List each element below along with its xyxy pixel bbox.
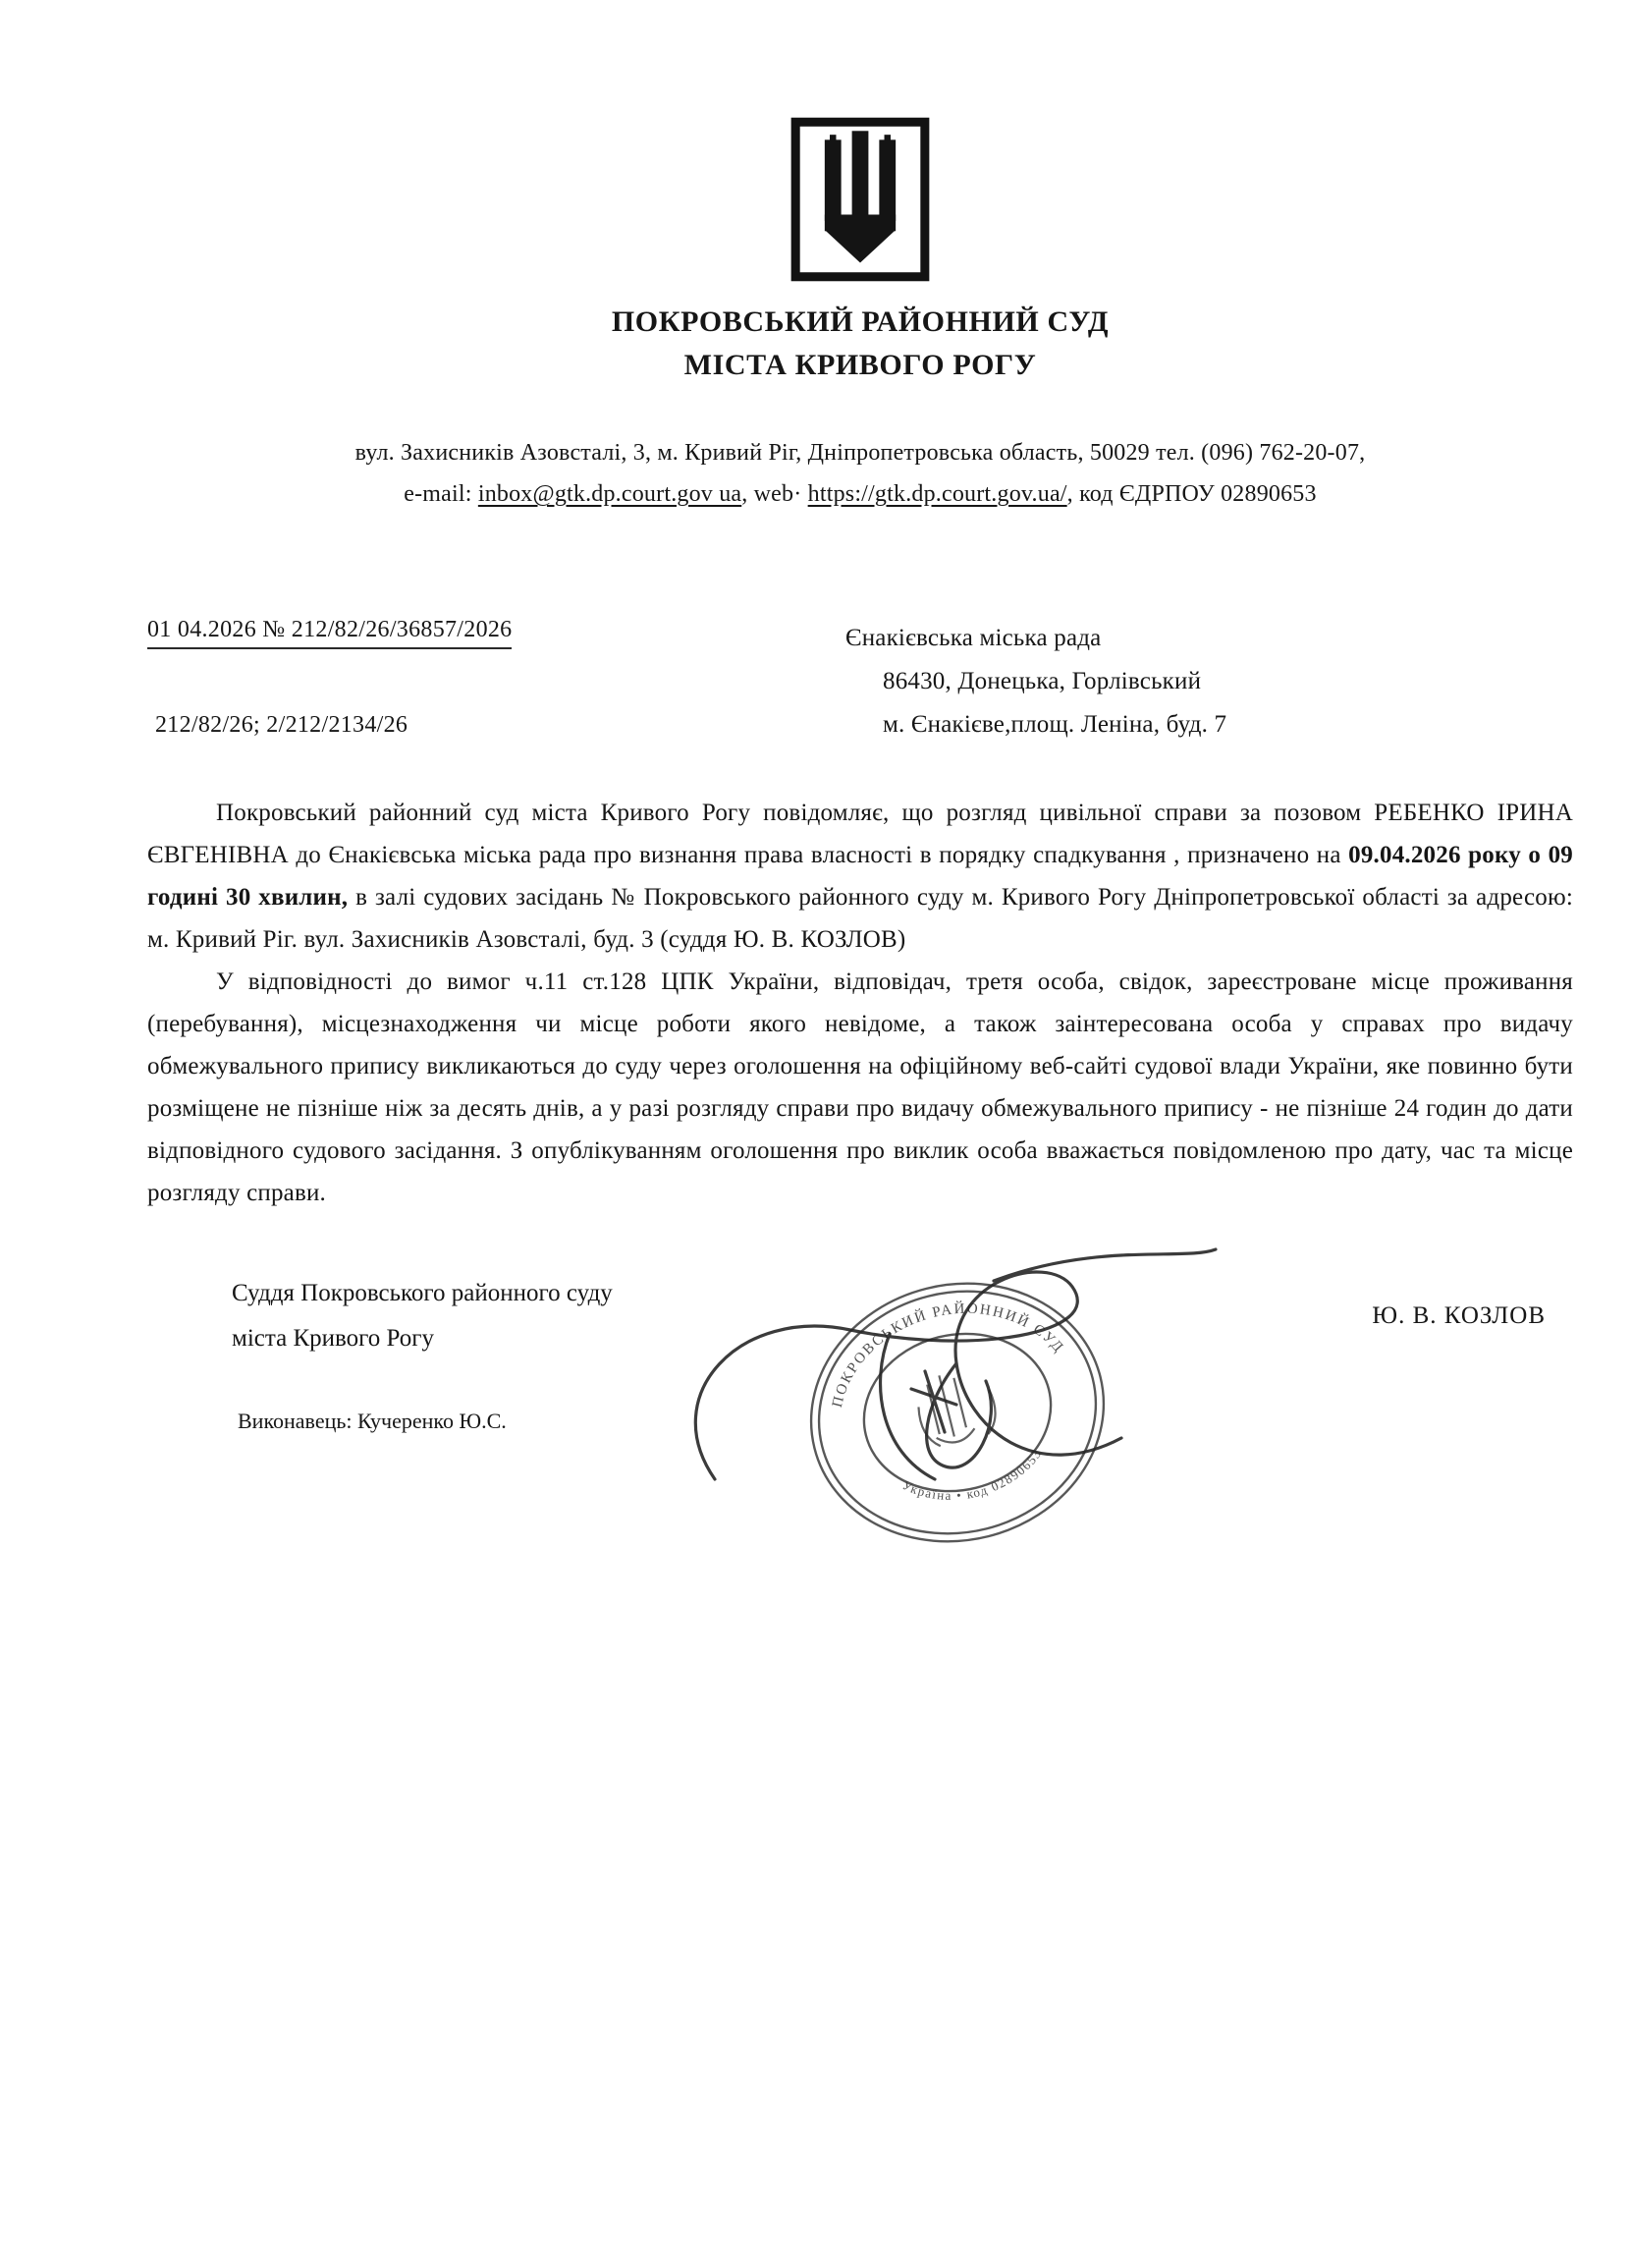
web-label: , web· — [741, 481, 808, 507]
email-label: e-mail: — [404, 481, 478, 507]
court-title — [147, 301, 1573, 387]
case-codes: 212/82/26; 2/212/2134/26 — [155, 712, 408, 738]
court-address-line: вул. Захисників Азовсталі, 3, м. Кривий Ріг, Дніпропетровська область, 50029 тел. (096) 762-20-07, — [354, 440, 1366, 466]
paragraph-legal-basis: У відповідності до вимог ч.11 ст.128 ЦПК України, відповідач, третя особа, свідок, зареєстроване місце проживання (перебування), місцезнаходження чи місце роботи якого невідоме, а також заінтересована особа у справах про видачу обмежувального припису викликаються до суду через оголошення на офіційному веб-сайті судової влади України, яке повинно бути розміщене не пізніше ніж за десять днів, а у разі розгляду справи про видачу обмежувального припису - не пізніше 24 годин до дати відповідного судового засідання. З опублікуванням оголошення про виклик особа вважається повідомленою про дату, час та місце розгляду справи. — [147, 968, 1573, 1206]
web-link: https://gtk.dp.court.gov.ua/ — [807, 481, 1067, 507]
court-title-line2: МІСТА КРИВОГО РОГУ — [683, 349, 1037, 381]
email-link: inbox@gtk.dp.court.gov ua — [477, 481, 742, 507]
paragraph-1-text: Покровський районний суд міста Кривого Рогу повідомляє, що розгляд цивільної справи за позовом РЕБЕНКО ІРИНА ЄВГЕНІВНА до Єнакієвська міська рада про визнання права власності в порядку спадкування , призначено на — [147, 800, 1573, 868]
edrpou-code: , код ЄДРПОУ 02890653 — [1066, 481, 1317, 507]
outgoing-date-number: 01 04.2026 № 212/82/26/36857/2026 — [147, 617, 512, 649]
letter-body — [147, 792, 1573, 1214]
court-title-line1: ПОКРОВСЬКИЙ РАЙОННИЙ СУД — [611, 305, 1110, 338]
executor-line: Виконавець: Кучеренко Ю.С. — [238, 1409, 507, 1433]
seal-text-bottom: Україна • код 02890653 — [899, 1445, 1045, 1503]
judge-title-line2: міста Кривого Рогу — [232, 1325, 435, 1352]
judge-name: Ю. В. КОЗЛОВ — [1372, 1302, 1546, 1329]
judge-title — [232, 1271, 613, 1361]
judge-title-line1: Суддя Покровського районного суду — [232, 1280, 613, 1306]
court-contact-line — [147, 473, 1573, 515]
recipient-name: Єнакієвська міська рада — [845, 625, 1102, 651]
recipient-address-line1: 86430, Донецька, Горлівський — [883, 668, 1202, 694]
court-contacts — [147, 432, 1573, 515]
recipient-block — [845, 617, 1573, 747]
svg-text:Україна • код 02890653 — [898, 1444, 1052, 1518]
signature-section — [147, 1271, 1573, 1361]
reference-left — [147, 617, 845, 747]
hearing-date-time: 09.04.2026 року о 09 годині 30 хвилин, — [147, 842, 1573, 911]
paragraph-hearing-notice — [147, 792, 1573, 961]
reference-section — [147, 617, 1573, 747]
trident-emblem-icon — [790, 116, 930, 283]
recipient-address-line2: м. Єнакієве,площ. Леніна, буд. 7 — [883, 711, 1227, 738]
seal-text-top: ПОКРОВСЬКИЙ РАЙОННИЙ СУД — [829, 1300, 1067, 1410]
paragraph-1-continuation: в залі судових засідань № Покровського районного суду м. Кривого Рогу Дніпропетровської області за адресою: м. Кривий Ріг. вул. Захисників Азовсталі, буд. 3 (суддя Ю. В. КОЗЛОВ) — [147, 884, 1573, 953]
